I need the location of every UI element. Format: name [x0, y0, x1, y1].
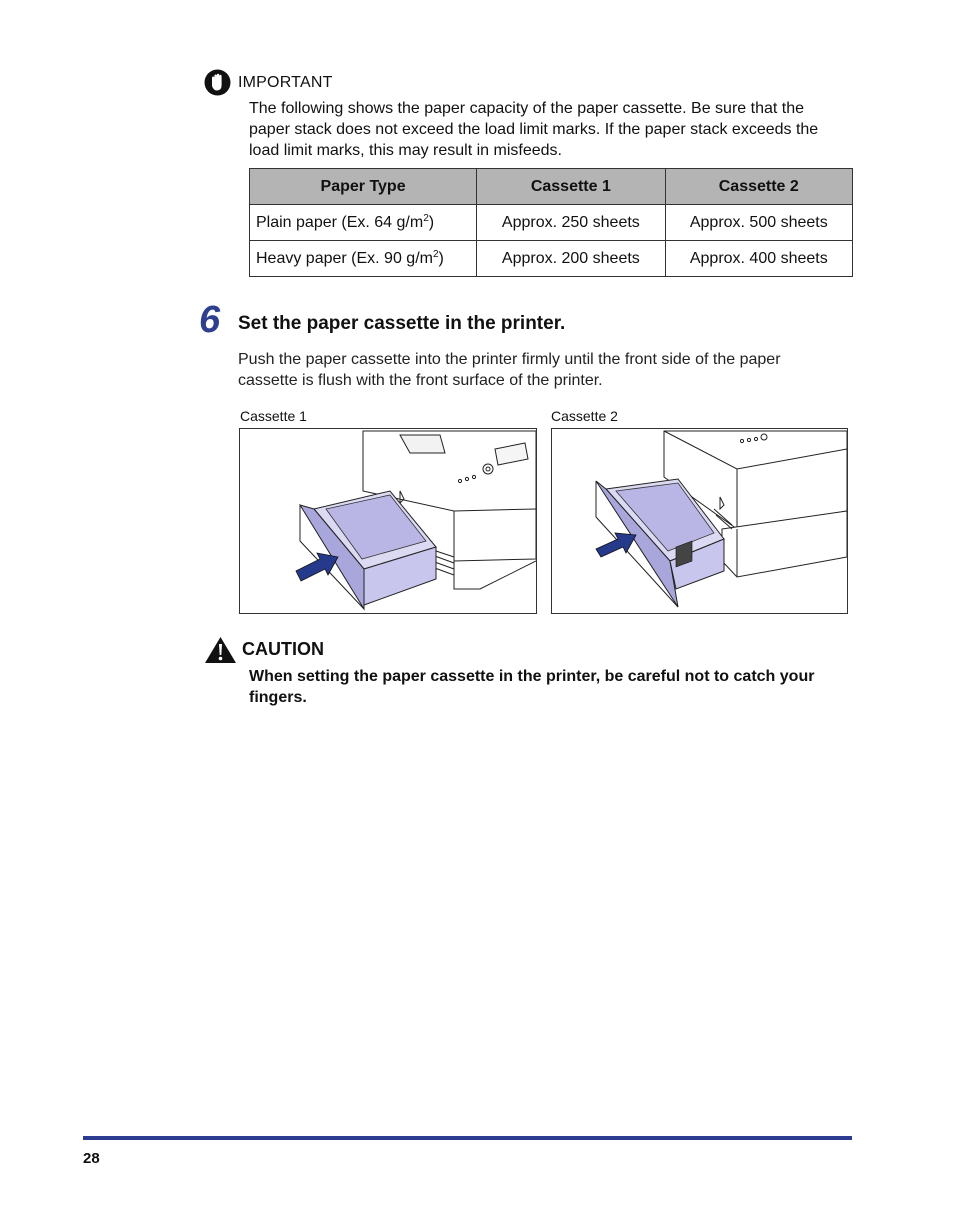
figure-caption-cassette-2: Cassette 2: [551, 408, 618, 424]
row-cassette-1: Approx. 250 sheets: [477, 205, 665, 241]
caution-text: When setting the paper cassette in the printer, be careful not to catch your fingers.: [249, 668, 815, 706]
page-number: 28: [83, 1150, 100, 1167]
table-row: [250, 241, 853, 277]
row-paper-type: [250, 241, 477, 277]
superscript: 2: [423, 212, 429, 224]
row-paper-type: [250, 205, 477, 241]
header-cassette-2: Cassette 2: [665, 169, 852, 205]
hand-stop-icon: [204, 69, 231, 96]
step-title: Set the paper cassette in the printer.: [238, 313, 566, 334]
table-header-row: [250, 169, 853, 205]
figure-caption-cassette-1: Cassette 1: [240, 408, 307, 424]
printer-cassette-2-drawing: [552, 429, 847, 613]
cassette-2-illustration: [551, 428, 848, 614]
superscript: 2: [432, 248, 439, 260]
paper-type-text: Heavy paper (Ex. 90 g/m: [256, 249, 433, 267]
paper-capacity-table: [249, 168, 853, 277]
header-paper-type: Paper Type: [250, 169, 477, 205]
row-cassette-2: Approx. 500 sheets: [665, 205, 852, 241]
important-title: IMPORTANT: [238, 74, 333, 91]
step-body: Push the paper cassette into the printer firmly until the front side of the paper cassette is flush with the front surface of the printer.: [238, 351, 781, 389]
warning-triangle-icon: [204, 636, 237, 664]
header-cassette-1: Cassette 1: [477, 169, 665, 205]
caution-title: CAUTION: [242, 639, 324, 659]
paper-type-close: ): [438, 249, 444, 267]
cassette-1-illustration: [239, 428, 537, 614]
row-cassette-2: Approx. 400 sheets: [665, 241, 852, 277]
table-row: [250, 205, 853, 241]
paper-type-text: Plain paper (Ex. 64 g/m: [256, 213, 424, 231]
printer-cassette-1-drawing: [240, 429, 536, 613]
important-text: The following shows the paper capacity of the paper cassette. Be sure that the paper stack does not exceed the load limit marks. If the paper stack exceeds the load limit marks, this may result in misfeeds.: [249, 100, 819, 159]
row-cassette-1: Approx. 200 sheets: [477, 241, 665, 277]
step-number: 6: [199, 299, 221, 341]
footer-rule: [83, 1136, 852, 1140]
paper-type-close: ): [428, 213, 435, 231]
